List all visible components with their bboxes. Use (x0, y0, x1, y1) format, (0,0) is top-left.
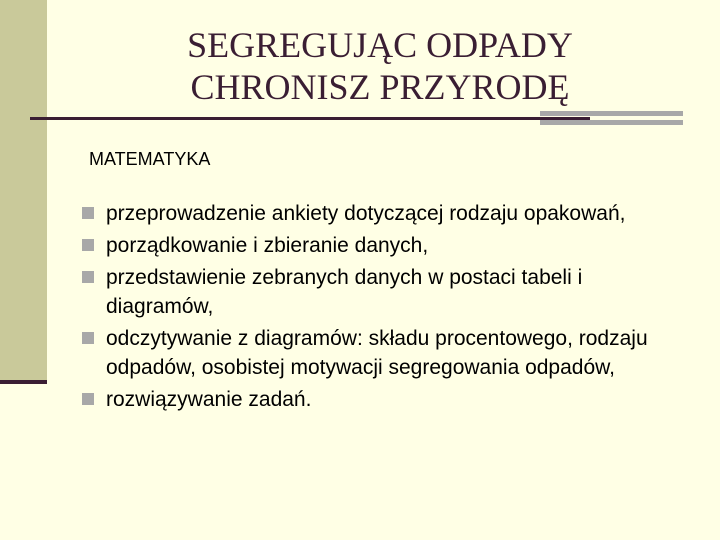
list-item-text: porządkowanie i zbieranie danych, (106, 234, 429, 257)
square-bullet-icon (82, 207, 94, 219)
slide-subtitle: MATEMATYKA (89, 149, 211, 169)
list-item (82, 199, 682, 228)
left-band-divider (0, 380, 47, 384)
slide-title (150, 24, 610, 108)
list-item-text: przeprowadzenie ankiety dotyczącej rodzaju opakowań, (106, 202, 626, 225)
list-item-text: przedstawienie zebranych danych w postaci tabeli i diagramów, (106, 266, 583, 318)
square-bullet-icon (82, 332, 94, 344)
left-decorative-band (0, 0, 47, 382)
title-underline (30, 117, 590, 120)
accent-bar-top (540, 111, 683, 116)
title-line-2: CHRONISZ PRZYRODĘ (190, 67, 570, 107)
list-item (82, 385, 682, 414)
title-line-1: SEGREGUJĄC ODPADY (187, 25, 573, 65)
bullet-list (82, 199, 682, 417)
accent-bar-bottom (540, 120, 683, 125)
list-item-text: rozwiązywanie zadań. (106, 388, 312, 411)
square-bullet-icon (82, 271, 94, 283)
square-bullet-icon (82, 393, 94, 405)
list-item (82, 231, 682, 260)
square-bullet-icon (82, 239, 94, 251)
list-item (82, 263, 682, 321)
list-item (82, 324, 682, 382)
list-item-text: odczytywanie z diagramów: składu procentowego, rodzaju odpadów, osobistej motywacji segregowania odpadów, (106, 327, 648, 379)
